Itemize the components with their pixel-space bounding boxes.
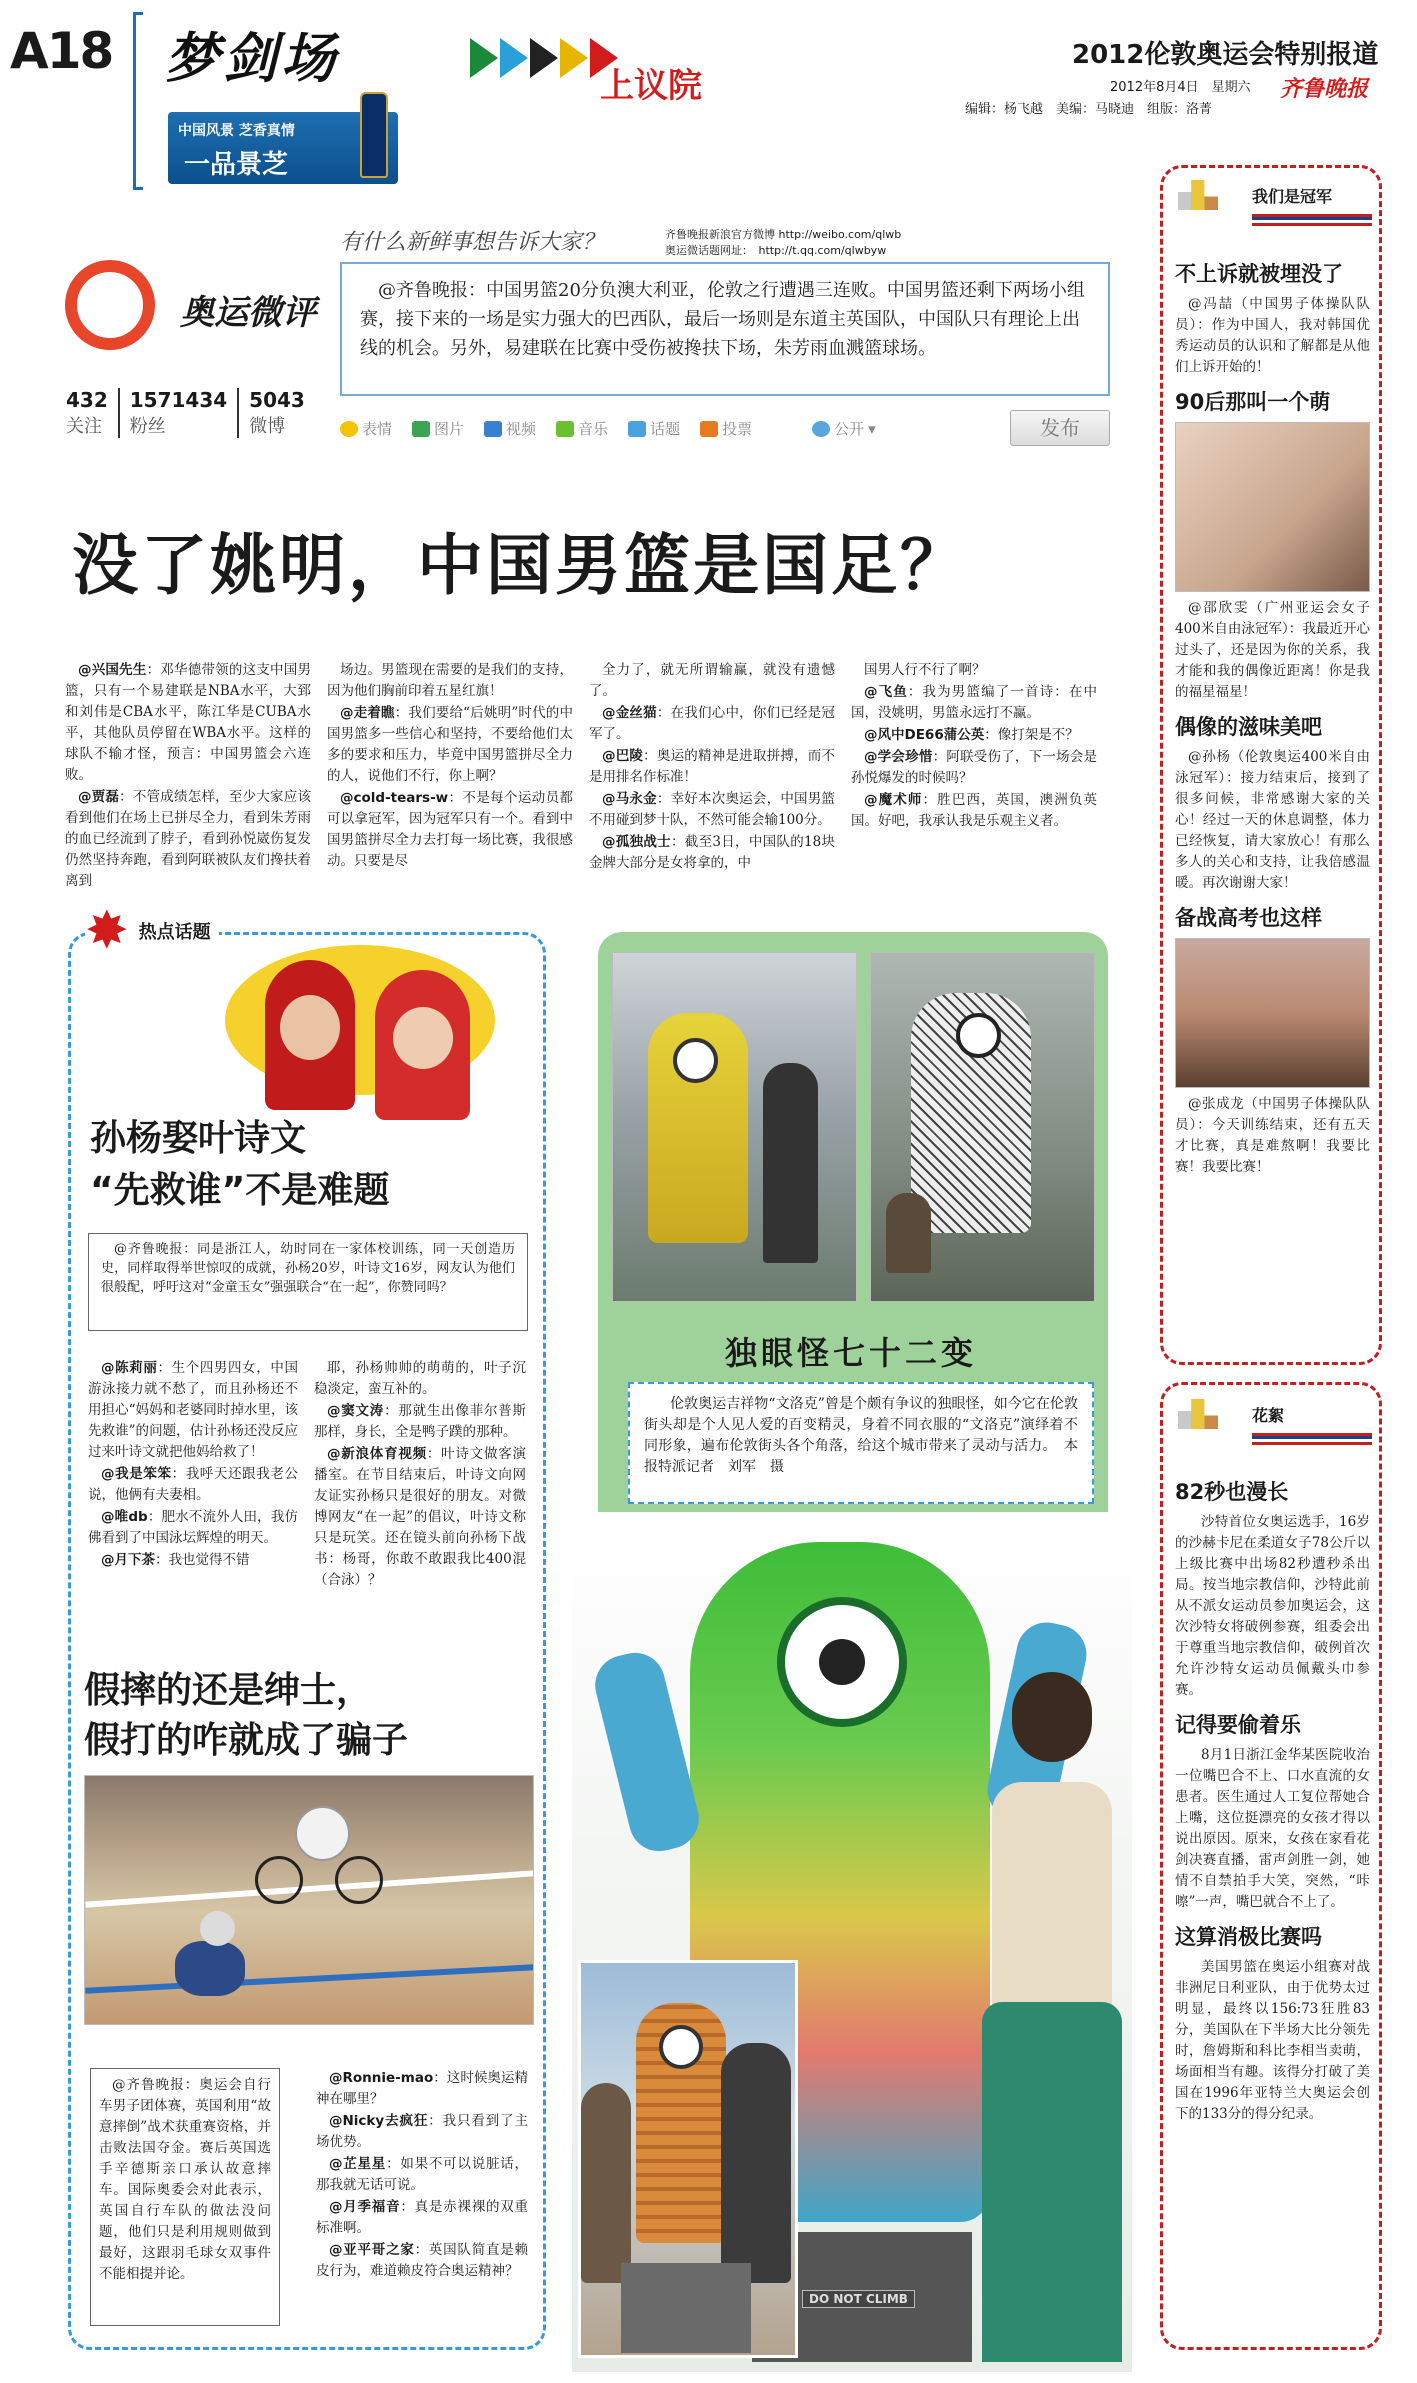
mascot-green-eye [777, 1597, 907, 1727]
comment-text: ：这时候奥运精神在哪里？ [316, 2070, 528, 2107]
hot-headline-4: 假打的咋就成了骗子 [84, 1720, 409, 1761]
weibo-logo-text: 奥运微评 [180, 293, 316, 333]
comment [88, 1550, 298, 1571]
editors-line: 编辑：杨飞越 美编：马晓迪 组版：洛菁 [965, 102, 1213, 117]
weibo-post-box[interactable] [340, 262, 1110, 396]
hot-headline-3: 假摔的还是绅士， [84, 1670, 373, 1711]
cyclist-2 [155, 1901, 285, 2011]
mascot-headline: 独眼怪七十二变 [725, 1334, 978, 1372]
comment [589, 832, 835, 874]
hot-lead2-box [90, 2068, 280, 2326]
brand-title: 梦剑场 [165, 26, 339, 90]
pedestal-sign: DO NOT CLIMB [802, 2290, 915, 2308]
comment-text: ：像打架是不？ [984, 727, 1079, 743]
trivia-item-text: 8月1日浙江金华某医院收治一位嘴巴合不上、口水直流的女患者。医生通过人工复位帮她合上嘴，这位挺漂亮的女孩才得以说出原因。原来，女孩在家看花剑决赛直播，雷声剑胜一剑，她情不自禁拍手大笑，突然，“咔嚓”一声，嘴巴就合不上了。 [1175, 1747, 1370, 1910]
music-icon [556, 421, 574, 437]
cycling-photo [84, 1775, 534, 2025]
woman-figure [982, 1672, 1132, 2362]
comment-text: ：胜巴西，英国，澳洲负英国。好吧，我承认我是乐观主义者。 [851, 792, 1097, 829]
sidebar-item-author: @邵欣雯 [1188, 600, 1250, 616]
sidebar-item-text [1175, 747, 1370, 894]
trivia-item-title: 82秒也漫长 [1175, 1480, 1289, 1504]
trivia-item-text: 沙特首位女奥运选手，16岁的沙赫卡尼在柔道女子78公斤以上级比赛中出场82秒遭秒杀出局。按当地宗教信仰，沙特此前从不派女运动员参加奥运会，这次沙特女将破例参赛，组委会出于尊重当地宗教信仰，破例首次允许沙特女运动员佩戴头巾参赛。 [1175, 1514, 1370, 1698]
bride-face [393, 1007, 453, 1069]
comment-author: @兴国先生 [78, 662, 147, 678]
main-headline: 没了姚明，中国男篮是国足？ [72, 527, 969, 604]
publish-button[interactable]: 发布 [1010, 410, 1110, 446]
video-button[interactable]: 视频 [484, 418, 536, 439]
hot-col-2 [314, 1358, 526, 1626]
sidebar-item-text [1175, 1094, 1370, 1178]
comment [316, 2111, 528, 2153]
sidebar-item-title: 90后那叫一个萌 [1175, 390, 1331, 414]
sidebar-item-author: @孙杨 [1188, 749, 1231, 765]
flag-stripes-2 [1252, 1433, 1372, 1445]
champions-header [1172, 176, 1372, 232]
issue-date: 2012年8月4日 星期六 [1110, 80, 1251, 95]
jogger-figure [763, 1063, 818, 1263]
visibility-select[interactable]: 公开 ▾ [812, 418, 876, 439]
weibo-post-text: @齐鲁晚报：中国男篮20分负澳大利亚，伦敦之行遭遇三连败。中国男篮还剩下两场小组赛，接下来的一场是实力强大的巴西队，最后一场则是东道主英国队，中国队只有理论上出线的机会。另外，易建联在比赛中受伤被搀扶下场，朱芳雨血溅篮球场。 [360, 280, 1085, 359]
video-icon [484, 421, 502, 437]
bball-comments [65, 660, 1105, 898]
image-button[interactable]: 图片 [412, 418, 464, 439]
comment-author: @芷星星 [329, 2156, 387, 2172]
comment [316, 2068, 528, 2110]
comment-text: ：不是每个运动员都可以拿冠军，因为冠军只有一个。看到中国男篮拼尽全力去打每一场比赛，我很感动。只要是尽 [327, 790, 573, 869]
sidebar-item-body: （广州亚运会女子400米自由泳冠军）：我最近开心过头了，还是因为你的关系，我才能和我的偶像近距离！你是我的福星福星！ [1175, 600, 1370, 700]
weibo-logo [60, 255, 340, 365]
comment [851, 660, 1097, 681]
sidebar-item-body: （伦敦奥运400米自由泳冠军）：接力结束后，接到了很多问候，非常感谢大家的关心！经过一天的休息调整，体力已经恢复，请大家放心！有那么多人的关心和支持，让我倍感温暖。再次谢谢大家！ [1175, 749, 1370, 891]
comment [314, 1358, 526, 1400]
comment [88, 1358, 298, 1463]
bball-col-2 [327, 660, 573, 898]
comment-text: ：截至3日，中国队的18块金牌大部分是女将拿的，中 [589, 834, 835, 871]
hot-lead-text: @齐鲁晚报：同是浙江人，幼时同在一家体校训练，同一天创造历史，同样取得举世惊叹的成就，孙杨20岁，叶诗文16岁，网友认为他们很般配，呼吁这对“金童玉女”强强联合“在一起”，你赞同吗？ [101, 1242, 515, 1295]
comment-author: @贾磊 [78, 789, 120, 805]
mascot-photo-sketch [870, 952, 1095, 1302]
sidebar-item-text [1175, 598, 1370, 703]
music-button[interactable]: 音乐 [556, 418, 608, 439]
comment-author: @巴陵 [602, 748, 644, 764]
couple-figure [721, 2043, 791, 2283]
champions-tag: 我们是冠军 [1252, 187, 1333, 206]
ad-box [168, 112, 398, 184]
comment-text: ：如果不可以说脏话，那我就无话可说。 [316, 2156, 528, 2193]
hot-topic-tag: ✸ 热点话题 [85, 905, 219, 957]
comment-author: @亚平哥之家 [329, 2242, 415, 2258]
comment [314, 1444, 526, 1591]
comment-text: ：阿联受伤了，下一场会是孙悦爆发的时候吗？ [851, 749, 1097, 786]
child-figure [886, 1193, 931, 1273]
comment-author: @Nicky去疯狂 [329, 2113, 429, 2129]
comment [851, 790, 1097, 832]
star-icon: ✸ [85, 901, 129, 961]
stat-fans: 1571434 粉丝 [120, 388, 239, 438]
at-icon [65, 260, 155, 350]
comment [589, 746, 835, 788]
comment [589, 660, 835, 702]
comment-text: ：幸好本次奥运会，中国男篮不用碰到梦十队，不然可能会输100分。 [589, 791, 835, 828]
comment [316, 2154, 528, 2196]
comment-author: @走着瞧 [340, 705, 395, 721]
topic-button[interactable]: 话题 [628, 418, 680, 439]
trivia-item-title: 记得要偷着乐 [1175, 1713, 1301, 1737]
hot-headline-2: “先救谁”不是难题 [90, 1170, 390, 1211]
sidebar-item-title: 偶像的滋味美吧 [1175, 715, 1322, 739]
comment-text: ：我也觉得不错 [155, 1552, 250, 1568]
bball-col-1 [65, 660, 311, 898]
comment-text: ：我们要给“后姚明”时代的中国男篮多一些信心和坚持，不要给他们太多的要求和压力，毕竟中国男篮拼尽全力的人，说他们不行，你上啊？ [327, 705, 573, 784]
podium-icon-2 [1178, 1399, 1218, 1429]
podium-icon [1178, 180, 1218, 210]
comment [316, 2197, 528, 2239]
comment-text: ：我为男篮编了一首诗：在中国，没姚明，男篮永远打不赢。 [851, 684, 1097, 721]
bball-col-3 [589, 660, 835, 898]
comment-text: 国男人行不行了啊？ [864, 662, 986, 678]
paper-name: 齐鲁晚报 [1280, 76, 1369, 102]
weibo-links-1: 齐鲁晚报新浪官方微博 http://weibo.com/qlwb [665, 228, 902, 241]
comment-author: @金丝猫 [602, 705, 657, 721]
comment [327, 788, 573, 872]
comment [65, 660, 311, 786]
comment-author: @新浪体育视频 [327, 1446, 427, 1462]
trivia-header [1172, 1395, 1372, 1451]
trivia-tag: 花絮 [1252, 1406, 1285, 1425]
ad-brand: 一品景芝 [184, 150, 289, 180]
image-icon [412, 421, 430, 437]
comment [327, 703, 573, 787]
comment-author: @学会珍惜 [864, 749, 933, 765]
comment-author: @魔术师 [864, 792, 923, 808]
hot-col-1 [88, 1358, 298, 1626]
hot-headline-1: 孙杨娶叶诗文 [90, 1118, 307, 1159]
sidebar-item-author: @冯喆 [1188, 296, 1234, 312]
comment-author: @唯db [101, 1509, 148, 1525]
hot-col-3 [316, 2068, 528, 2328]
vote-button[interactable]: 投票 [700, 418, 752, 439]
inset-pedestal [621, 2263, 751, 2353]
stat-posts: 5043 微博 [249, 388, 305, 437]
comment-text: ：我呼天还跟我老公说，他俩有夫妻相。 [88, 1466, 298, 1503]
mascot-photo-yellow [612, 952, 857, 1302]
sidebar-champions-list [1175, 250, 1370, 1358]
comment-author: @风中DE66蒲公英 [864, 727, 985, 743]
comment-text: ：我只看到了主场优势。 [316, 2113, 528, 2150]
comment-text: 耶，孙杨帅帅的萌萌的，叶子沉稳淡定，蛮互补的。 [314, 1360, 526, 1397]
comment-text: 场边。男篮现在需要的是我们的支持，因为他们胸前印着五星红旗！ [327, 662, 573, 699]
comment-author: @飞鱼 [864, 684, 908, 700]
weibo-stats [66, 388, 305, 438]
mascot-pupil [819, 1639, 865, 1685]
mascot-yellow-eye [673, 1038, 718, 1083]
comment-author: @孤独战士 [602, 834, 671, 850]
comment-text: ：肥水不流外人田，我仿佛看到了中国泳坛辉煌的明天。 [88, 1509, 298, 1546]
man-figure [581, 2083, 631, 2283]
comment-text: 全力了，就无所谓输赢，就没有遗憾了。 [589, 662, 835, 699]
sidebar-trivia-list [1175, 1468, 1370, 2343]
hot-lead-box [88, 1233, 528, 1331]
sidebar-item-text [1175, 294, 1370, 378]
track-stripe-blue [85, 1964, 534, 1994]
sidebar-item-body: （中国男子体操队队员）：今天训练结束，还有五天才比赛，真是难熬啊！我要比赛！我要比赛！ [1175, 1096, 1370, 1175]
brand-logo [130, 6, 600, 101]
comment [88, 1507, 298, 1549]
bball-col-4 [851, 660, 1097, 898]
trivia-item-title: 这算消极比赛吗 [1175, 1925, 1322, 1949]
comment-text: ：英国队简直是赖皮行为，难道赖皮符合奥运精神？ [316, 2242, 528, 2279]
comment [851, 747, 1097, 789]
athlete-photo [1175, 422, 1370, 592]
sidebar-item-title: 备战高考也这样 [1175, 906, 1322, 930]
comment [314, 1401, 526, 1443]
comment-author: @我是笨笨 [101, 1466, 172, 1482]
comment-text: ：生个四男四女，中国游泳接力就不愁了，而且孙杨还不用担心“妈妈和老婆同时掉水里，该先救谁”的问题，估计孙杨还没反应过来叶诗文就把他妈给救了！ [88, 1360, 298, 1460]
groom-face [280, 995, 340, 1060]
comment [851, 682, 1097, 724]
comment-text: ：那就生出像菲尔普斯那样，身长，全是鸭子蹼的那种。 [314, 1403, 526, 1440]
comment-author: @月季福音 [329, 2199, 401, 2215]
mascot-sketch-eye [956, 1013, 1001, 1058]
athlete-photo [1175, 938, 1370, 1088]
comment [589, 789, 835, 831]
weibo-links-2: 奥运微话题网址： http://t.qq.com/qlwbyw [665, 244, 887, 257]
sidebar-item-title: 不上诉就被埋没了 [1175, 262, 1343, 286]
comment-author: @Ronnie-mao [329, 2070, 434, 2086]
mascot-caption-box [628, 1382, 1094, 1504]
smile-icon [340, 421, 358, 437]
weibo-toolbar [340, 418, 896, 439]
bottle-icon [360, 92, 388, 178]
comment [851, 725, 1097, 746]
sidebar-item-author: @张成龙 [1188, 1096, 1245, 1112]
comment-author: @窦文涛 [327, 1403, 385, 1419]
comment-text: ：真是赤裸裸的双重标准啊。 [316, 2199, 528, 2236]
comment-author: @马永金 [602, 791, 657, 807]
comment-text: ：邓华德带领的这支中国男篮，只有一个易建联是NBA水平，大郅和刘伟是CBA水平，陈江华是CUBA水平，其他队员停留在WBA水平。这样的球队不输才怪，预言：中国男篮会六连败。 [65, 662, 311, 783]
comment [316, 2240, 528, 2282]
wedding-cartoon [215, 945, 515, 1130]
globe-icon [812, 421, 830, 437]
comment-text: ：不管成绩怎样，至少大家应该看到他们在场上已拼尽全力，看到朱芳雨的血已经流到了脖子，看到孙悦崴伤复发仍然坚持奔跑，看到阿联被队友们搀扶着离到 [65, 789, 311, 889]
comment [589, 703, 835, 745]
vote-icon [700, 421, 718, 437]
hot-lead2-text: @齐鲁晚报：奥运会自行车男子团体赛，英国利用“故意摔倒”战术获重赛资格，并击败法国夺金。赛后英国选手辛德斯亲口承认故意摔车。国际奥委会对此表示，英国自行车队的做法没问题，他们只是利用规则做到最好，这跟羽毛球女双事件不能相提并论。 [99, 2077, 271, 2282]
comment-text: ：奥运的精神是进取拼搏，而不是用排名作标准！ [589, 748, 835, 785]
section-title: 上议院 [600, 66, 702, 106]
series-title: 2012伦敦奥运会特别报道 [1072, 40, 1379, 70]
flag-stripes [1252, 214, 1372, 226]
weibo-prompt: 有什么新鲜事想告诉大家？ [340, 230, 605, 255]
comment-text: ：在我们心中，你们已经是冠军了。 [589, 705, 835, 742]
comment [65, 787, 311, 892]
comment-author: @月下茶 [101, 1552, 155, 1568]
ad-slogan: 中国风景 芝香真情 [178, 123, 295, 139]
stat-following: 432 关注 [66, 388, 120, 438]
sidebar-item-body: （中国男子体操队队员）：作为中国人，我对韩国优秀运动员的认识和了解都是从他们上诉开始的！ [1175, 296, 1370, 375]
mascot-caption: 伦敦奥运吉祥物“文洛克”曾是个颇有争议的独眼怪，如今它在伦敦街头却是个人见人爱的百变精灵，身着不同衣服的“文洛克”演绎着不同形象，遍布伦敦街头各个角落，给这个城市带来了灵动与活力。 本报特派记者 刘军 摄 [644, 1396, 1078, 1475]
mascot-photo-inset [578, 1960, 798, 2358]
mascot-orange-eye [659, 2025, 703, 2069]
comment [327, 660, 573, 702]
comment [88, 1464, 298, 1506]
comment-text: ：叶诗文做客演播室。在节目结束后，叶诗文向网友证实孙杨只是很好的朋友。对微博网友“在一起”的倡议，叶诗文称只是玩笑。还在镜头前向孙杨下战书：杨哥，你敢不敢跟我比400混（合泳）？ [314, 1446, 526, 1588]
cyclist-1 [255, 1806, 385, 1906]
topic-icon [628, 421, 646, 437]
mascot-arm-left [589, 1647, 705, 1858]
comment-author: @陈莉丽 [101, 1360, 158, 1376]
emoji-button[interactable]: 表情 [340, 418, 392, 439]
trivia-item-text: 美国男篮在奥运小组赛对战非洲尼日利亚队，由于优势太过明显，最终以156:73狂胜83分，美国队在下半场大比分领先时，詹姆斯和科比李相当卖萌，场面相当有趣。该得分打破了美国在1996年亚特兰大奥运会创下的133分的得分纪录。 [1175, 1959, 1370, 2122]
page-number: A18 [10, 22, 113, 80]
comment-author: @cold-tears-w [340, 790, 449, 806]
brand-frame [133, 12, 143, 190]
